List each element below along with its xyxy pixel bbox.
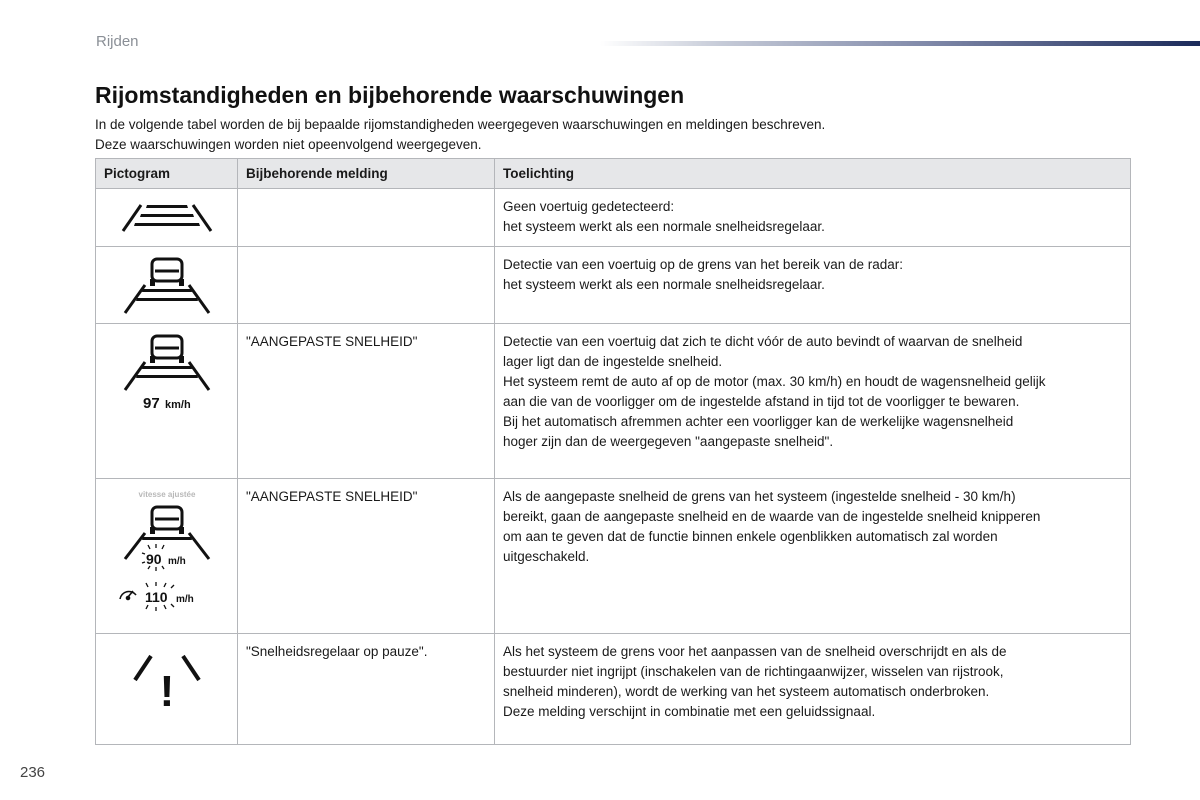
explanation-line: om aan te geven dat de functie binnen enkele ogenblikken automatisch zal worden (503, 529, 998, 544)
explanation-line: Deze melding verschijnt in combinatie met een geluidssignaal. (503, 704, 876, 719)
explanation-line: uitgeschakeld. (503, 549, 590, 564)
explanation-line: hoger zijn dan de weergegeven "aangepaste snelheid". (503, 434, 834, 449)
set-speed-value: 110 (144, 589, 168, 605)
pause-warning-icon (115, 642, 219, 712)
speed-value: 97 (142, 395, 160, 412)
section-label: Rijden (96, 33, 139, 50)
explanation-line: bestuurder niet ingrijpt (inschakelen van de richtingaanwijzer, wisselen van rijstrook, (503, 664, 1004, 679)
explanation-line: lager ligt dan de ingestelde snelheid. (503, 354, 723, 369)
message-cell: "Snelheidsregelaar op pauze". (238, 634, 495, 745)
cruise-control-icon (120, 591, 136, 600)
pictogram-cell (96, 324, 238, 479)
table-row (96, 189, 1131, 247)
explanation-cell (495, 189, 1131, 247)
pictogram-cell (96, 189, 238, 247)
explanation-line: Het systeem remt de auto af op de motor (max. 30 km/h) en houdt de wagensnelheid gelijk (503, 374, 1046, 389)
explanation-cell (495, 247, 1131, 324)
explanation-line: aan die van de voorligger om de ingestelde afstand in tijd tot de voorligger te bewaren. (503, 394, 1020, 409)
page-number: 236 (20, 764, 46, 781)
warnings-table (95, 158, 1131, 745)
table-row (96, 479, 1131, 634)
set-speed-unit: m/h (175, 594, 194, 605)
intro-text (95, 115, 1135, 155)
adjusted-speed-value: 90 (145, 551, 162, 567)
explanation-line: Detectie van een voertuig dat zich te dicht vóór de auto bevindt of waarvan de snelheid (503, 334, 1023, 349)
column-header-pictogram: Pictogram (96, 159, 238, 189)
message-cell (238, 189, 495, 247)
lane-lines-icon (117, 197, 217, 237)
message-cell (238, 247, 495, 324)
vehicle-ahead-icon (117, 255, 217, 315)
page-title: Rijomstandigheden en bijbehorende waarschuwingen (95, 82, 685, 108)
icon-caption: vitesse ajustée (138, 490, 195, 499)
explanation-line: Bij het automatisch afremmen achter een voorligger kan de werkelijke wagensnelheid (503, 414, 1014, 429)
explanation-line: snelheid minderen), wordt de werking van het systeem automatisch onderbroken. (503, 684, 990, 699)
explanation-cell (495, 479, 1131, 634)
explanation-line: het systeem werkt als een normale snelheidsregelaar. (503, 219, 825, 234)
explanation-line: Geen voertuig gedetecteerd: (503, 199, 675, 214)
explanation-line: Detectie van een voertuig op de grens van het bereik van de radar: (503, 257, 904, 272)
message-cell: "AANGEPASTE SNELHEID" (238, 479, 495, 634)
table-row (96, 324, 1131, 479)
speed-limit-flashing-icon (112, 487, 222, 617)
pictogram-cell (96, 247, 238, 324)
vehicle-ahead-speed-icon (115, 332, 219, 412)
speed-unit: km/h (164, 399, 191, 411)
explanation-line: bereikt, gaan de aangepaste snelheid en de waarde van de ingestelde snelheid knipperen (503, 509, 1041, 524)
intro-line: In de volgende tabel worden de bij bepaalde rijomstandigheden weergegeven waarschuwingen en meldingen beschreven. (95, 117, 826, 132)
explanation-line: Als de aangepaste snelheid de grens van het systeem (ingestelde snelheid - 30 km/h) (503, 489, 1016, 504)
pictogram-cell (96, 479, 238, 634)
adjusted-speed-unit: m/h (167, 556, 186, 567)
explanation-cell (495, 324, 1131, 479)
table-header-row (96, 159, 1131, 189)
intro-line: Deze waarschuwingen worden niet opeenvolgend weergegeven. (95, 137, 482, 152)
exclamation-glyph: ! (159, 667, 174, 712)
explanation-cell (495, 634, 1131, 745)
explanation-line: het systeem werkt als een normale snelheidsregelaar. (503, 277, 825, 292)
explanation-line: Als het systeem de grens voor het aanpassen van de snelheid overschrijdt en als de (503, 644, 1007, 659)
header-gradient-bar (600, 41, 1200, 46)
column-header-message: Bijbehorende melding (238, 159, 495, 189)
table-row (96, 634, 1131, 745)
message-cell: "AANGEPASTE SNELHEID" (238, 324, 495, 479)
column-header-explanation: Toelichting (495, 159, 1131, 189)
table-row (96, 247, 1131, 324)
pictogram-cell (96, 634, 238, 745)
